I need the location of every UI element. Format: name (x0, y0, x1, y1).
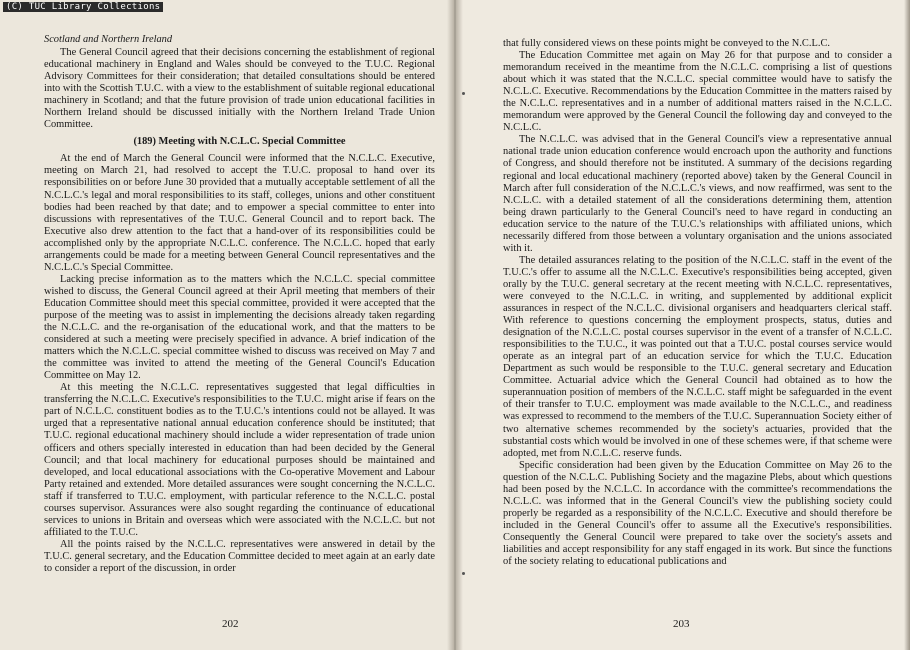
paragraph-right-0: that fully considered views on these points might be conveyed to the N.C.L.C. (503, 38, 831, 49)
paragraph-right-3: The detailed assurances relating to the position of the N.C.L.C. staff in the event of the T.U.C.'s offer to assume all the N.C.L.C. Executive's responsibilities being accepted, given orally by the T.U.C. general secretary at the recent meeting with N.C.L.C. representatives, were conveyed to the N.C.L.C. in writing, and supplemented by additional explicit assurances in respect of the N.C.L.C. divisional organisers and headquarters clerical staff. With reference to questions concerning the employment prospects, status, duties and designation of the N.C.L.C. postal courses supervisor in the event of a transfer of N.C.L.C. responsibilities to the T.U.C., it was pointed out that a T.U.C. postal courses service would operate as an integral part of an education service for which the T.U.C. Education Department as such would be responsible to the T.U.C. general secretary and Education Committee. Actuarial advice which the General Council had obtained as to how the superannuation position of members of the N.C.L.C. staff might be safeguarded in the event of their transfer to T.U.C. employment was made available to the N.C.L.C., and readiness was expressed to recommend to the members of the T.U.C. Superannuation Society either of two alternative schemes recommended by the society's actuaries, provided that the substantial costs which would be involved in one of these schemes were, if that scheme were adopted, met from N.C.L.C. reserve funds. (503, 254, 892, 459)
page-number-left: 202 (222, 618, 239, 630)
section-heading-189: (189) Meeting with N.C.L.C. Special Committee (133, 136, 346, 148)
page-edge-right (904, 0, 910, 650)
book-gutter (447, 0, 463, 650)
scan-speck (462, 572, 465, 575)
right-page (455, 0, 910, 650)
paragraph-right-2: The N.C.L.C. was advised that in the General Council's view a representative annual national trade union education conference would encroach upon the authority and functions of Congress, and should therefore not be instituted. A summary of the decisions regarding regional and local educational machinery (reported above) taken by the General Council in March after full consideration of the N.C.L.C.'s views, and now reaffirmed, was sent to the N.C.L.C. with a detailed statement of all the considerations determining them, attention being drawn particularly to the General Council's need to have regard in conducting an education service to the nature of the T.U.C.'s relationships with affiliated unions, which necessarily differed from those between a voluntary organisation and the unions associated with it. (503, 134, 892, 254)
scan-speck (462, 92, 465, 95)
paragraph-left-4: All the points raised by the N.C.L.C. representatives were answered in detail by the T.U.C. general secretary, and the Education Committee decided to meet again at an early date to consider a report of the discussion, in order (44, 538, 435, 574)
paragraph-left-3: At this meeting the N.C.L.C. representatives suggested that legal difficulties in transferring the N.C.L.C. Executive's responsibilities to the T.U.C. might arise if fears on the part of N.C.L.C. constituent bodies as to the T.U.C.'s intentions could not be allayed. It was urged that a representative national annual education conference should be instituted; that T.U.C. regional educational machinery should include a wider representation of trade union officers and others specially interested in education than had been decided by the General Council; and that local machinery for educational purposes should be maintained and developed, and local educational associations with the Co-operative Movement and Labour Party retained and extended. More detailed assurances were sought concerning the N.C.L.C. staff if transferred to T.U.C. employment, with particular reference to the N.C.L.C. postal courses supervisor. Assurances were also sought regarding the continuance of educational services to unions in Britain and overseas which were associated with the N.C.L.C. but not affiliated to the T.U.C. (44, 382, 435, 538)
paragraph-right-4: Specific consideration had been given by the Education Committee on May 26 to the question of the N.C.L.C. Publishing Society and the magazine Plebs, about which questions had been posed by the N.C.L.C. In accordance with the committee's recommendations the N.C.L.C. was informed that in the General Council's view the publishing society could properly be regarded as a responsibility of the N.C.L.C. Executive and should therefore be included in the General Council's offer to assume all the Executive's responsibilities. Consequently the General Council were prepared to take over the society's assets and liabilities and accept responsibility for any staff engaged in its work. But since the functions of the society relating to educational publications and (503, 459, 892, 568)
section-title-scotland: Scotland and Northern Ireland (44, 34, 173, 45)
paragraph-scotland: The General Council agreed that their decisions concerning the establishment of regional educational machinery in England and Wales should be conveyed to the T.U.C. Regional Advisory Committees for their consideration; that detailed consultations should be entered into with the Scottish T.U.C. with a view to the establishment of suitable regional educational machinery in Scotland; and that the future provision of trade union educational facilities in Northern Ireland should be discussed initially with the Northern Ireland Trade Union Committee. (44, 47, 435, 131)
paragraph-left-1: At the end of March the General Council were informed that the N.C.L.C. Executive, meeting on March 21, had resolved to accept the T.U.C. proposal to hand over its responsibilities on or before June 30 provided that a mutually acceptable settlement of all the N.C.L.C.'s legal and moral responsibilities to its staff, colleges, unions and other constituent bodies had been reached by that date; and to empower a special committee to enter into discussions with representatives of the T.U.C. General Council and to report back. The Executive also drew attention to the fact that a hand-over of its responsibilities could be accomplished only by the appropriate N.C.L.C. conference. The N.C.L.C. hoped that early arrangements could be made for a meeting between General Council representatives and the N.C.L.C.'s Special Committee. (44, 153, 435, 273)
page-number-right: 203 (673, 618, 690, 630)
paragraph-left-2: Lacking precise information as to the matters which the N.C.L.C. special committee wished to discuss, the General Council agreed at their April meeting that members of their Education Committee should meet this special committee, provided it were accepted that the purpose of the meeting was to assist in implementing the decisions already taken regarding the N.C.L.C. and the re-organisation of the educational work, and that the matters to be considered at such a meeting were precisely specified in advance. A brief indication of the matters which the N.C.L.C. special committee wished to discuss was received on May 7 and the committee was invited to attend the meeting of the General Council's Education Committee on May 12. (44, 273, 435, 382)
paragraph-right-1: The Education Committee met again on May 26 for that purpose and to consider a memorandum received in the meantime from the N.C.L.C. comprising a list of questions about which it was stated that the N.C.L.C. special committee would have to satisfy the N.C.L.C. Executive. Recommendations by the Education Committee in the matters raised by the N.C.L.C. representatives and in a number of additional matters raised in the N.C.L.C. memorandum were approved by the General Council the following day and conveyed to the N.C.L.C. (503, 50, 892, 134)
copyright-watermark: (C) TUC Library Collections (3, 2, 163, 12)
